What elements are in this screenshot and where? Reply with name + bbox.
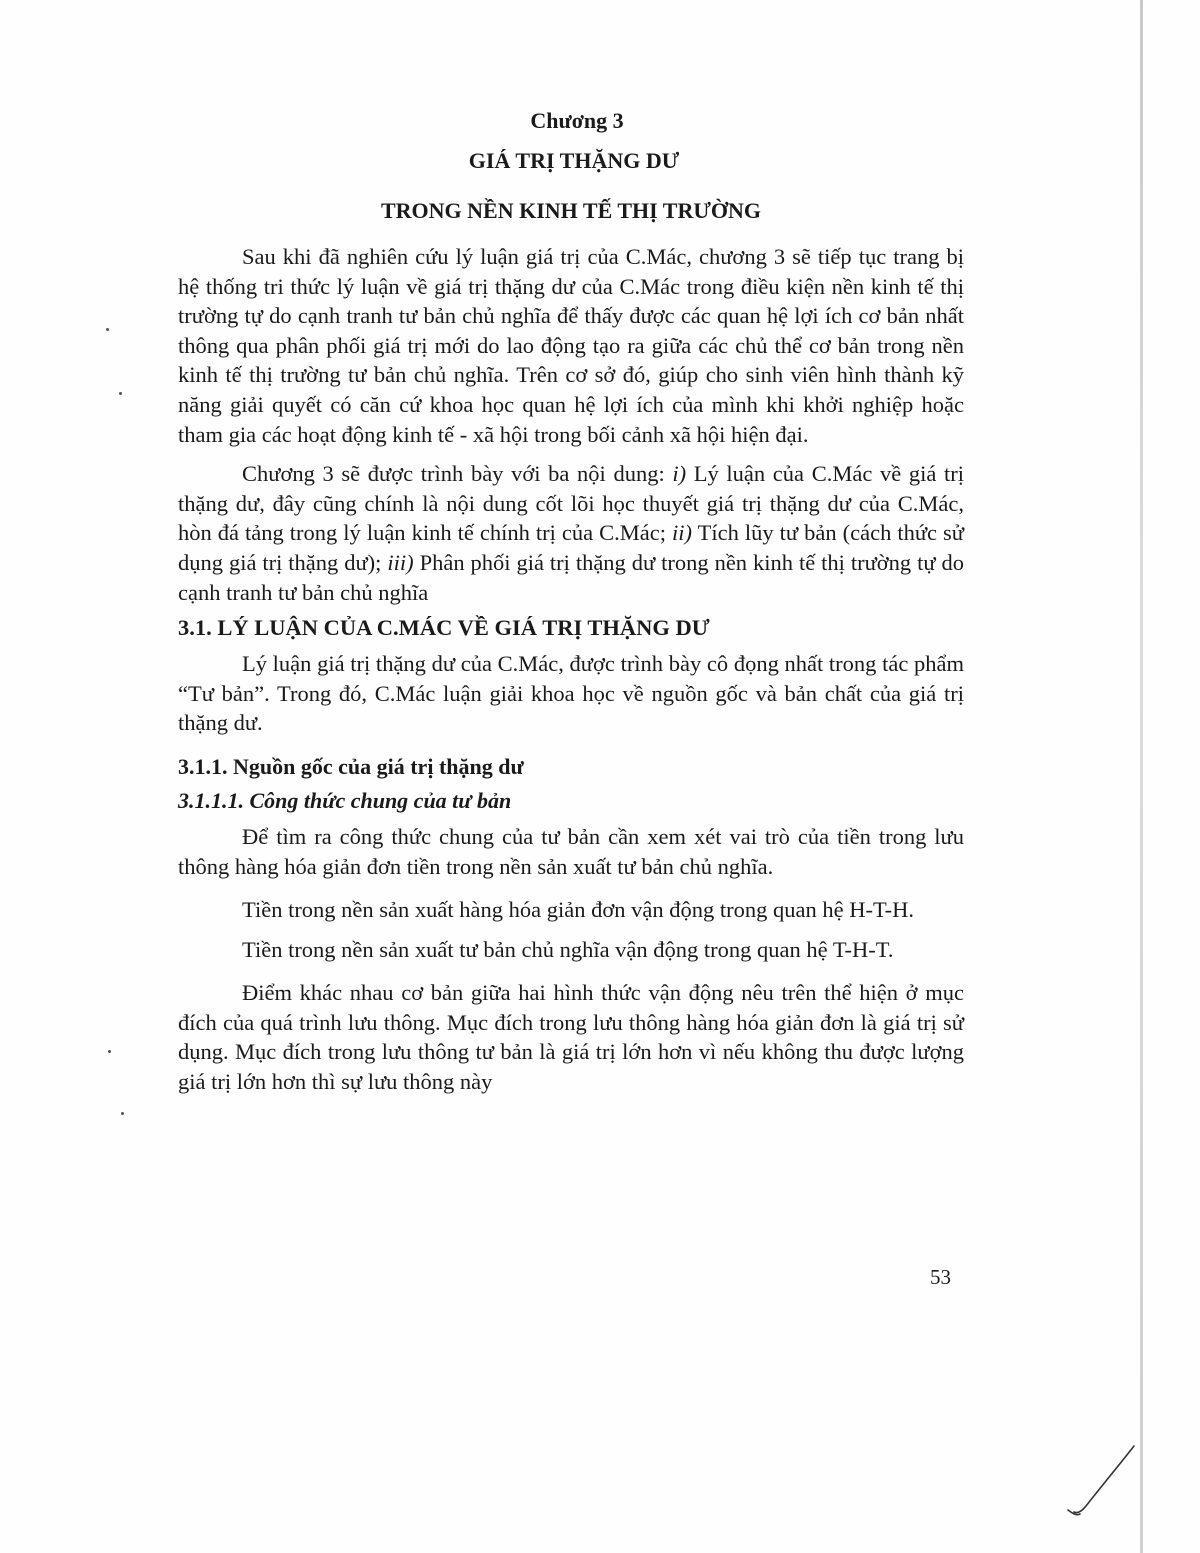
- list-marker-i: i): [672, 461, 687, 487]
- intro-paragraph-1: Sau khi đã nghiên cứu lý luận giá trị của C.Mác, chương 3 sẽ tiếp tục trang bị hệ thống tri thức lý luận về giá trị thặng dư của C.Mác trong điều kiện nền kinh tế thị trường tự do cạnh tranh tư bản chủ nghĩa để thấy được các quan hệ lợi ích cơ bản nhất thông qua phân phối giá trị mới do lao động tạo ra giữa các chủ thể cơ bản trong nền kinh tế thị trường tư bản chủ nghĩa. Trên cơ sở đó, giúp cho sinh viên hình thành kỹ năng giải quyết có căn cứ khoa học quan hệ lợi ích của mình khi khởi nghiệp hoặc tham gia các hoạt động kinh tế - xã hội trong bối cảnh xã hội hiện đại.: [178, 244, 964, 447]
- intro-paragraph-2-start: Chương 3 sẽ được trình bày với ba nội dung:: [242, 461, 673, 487]
- chapter-title-line1: GIÁ TRỊ THẶNG DƯ: [468, 148, 680, 173]
- scan-speck: [121, 1112, 124, 1115]
- section-3-1-1-heading: 3.1.1. Nguồn gốc của giá trị thặng dư: [178, 753, 524, 779]
- chapter-label: Chương 3: [530, 108, 624, 133]
- scan-edge-shadow: [1140, 0, 1143, 1553]
- page-content: [178, 98, 964, 1097]
- list-marker-ii: ii): [672, 520, 693, 546]
- section-3-1-1-1-paragraph-4: Điểm khác nhau cơ bản giữa hai hình thức vận động nêu trên thể hiện ở mục đích của quá trình lưu thông. Mục đích trong lưu thông hàng hóa giản đơn là giá trị sử dụng. Mục đích trong lưu thông tư bản là giá trị lớn hơn vì nếu không thu được lượng giá trị lớn hơn thì sự lưu thông này: [178, 980, 964, 1095]
- scan-speck: [119, 392, 122, 395]
- list-item-i-text: Lý luận của C.Mác về giá trị thặng dư, đây cũng chính là nội dung cốt lõi học thuyết giá trị thặng dư của C.Mác, hòn đá tảng trong lý luận kinh tế chính trị của C.Mác;: [178, 461, 964, 546]
- pen-stroke-mark: [1050, 1440, 1140, 1520]
- scan-speck: [108, 1050, 111, 1053]
- list-item-ii-text: Tích lũy tư bản (cách thức sử dụng giá trị thặng dư);: [178, 520, 964, 575]
- intro-paragraph-2: [178, 459, 964, 607]
- list-marker-iii: iii): [387, 549, 414, 575]
- list-item-iii-text: Phân phối giá trị thặng dư trong nền kinh tế thị trường tự do cạnh tranh tư bản chủ nghĩa: [178, 549, 964, 605]
- section-3-1-1-1-paragraph-2: Tiền trong nền sản xuất hàng hóa giản đơn vận động trong quan hệ H-T-H.: [242, 897, 915, 923]
- page-number: 53: [930, 1265, 951, 1289]
- scan-speck: [106, 328, 109, 331]
- section-3-1-paragraph: Lý luận giá trị thặng dư của C.Mác, được trình bày cô đọng nhất trong tác phẩm “Tư bản”. Trong đó, C.Mác luận giải khoa học về nguồn gốc và bản chất của giá trị thặng dư.: [178, 651, 964, 736]
- chapter-title-line2: TRONG NỀN KINH TẾ THỊ TRƯỜNG: [381, 198, 761, 223]
- section-3-1-1-1-paragraph-3: Tiền trong nền sản xuất tư bản chủ nghĩa vận động trong quan hệ T-H-T.: [242, 936, 894, 962]
- section-3-1-1-1-heading: 3.1.1.1. Công thức chung của tư bản: [178, 787, 512, 813]
- section-3-1-1-1-paragraph-1: Để tìm ra công thức chung của tư bản cần xem xét vai trò của tiền trong lưu thông hàng hóa giản đơn tiền trong nền sản xuất tư bản chủ nghĩa.: [178, 823, 964, 879]
- section-3-1-heading: 3.1. LÝ LUẬN CỦA C.MÁC VỀ GIÁ TRỊ THẶNG DƯ: [178, 615, 710, 641]
